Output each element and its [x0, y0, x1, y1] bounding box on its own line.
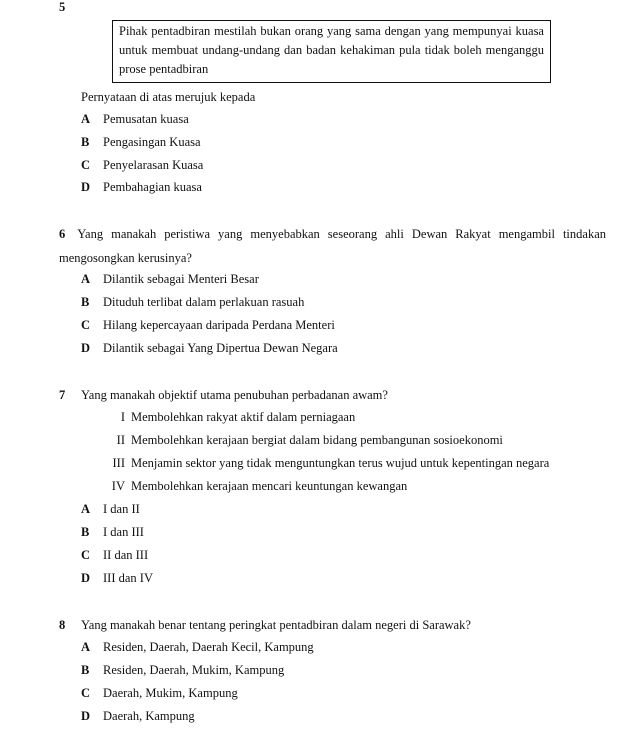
question-6-number: 6	[59, 227, 66, 241]
option-letter: A	[81, 112, 91, 126]
option-letter: B	[81, 663, 90, 677]
option-letter: D	[81, 709, 91, 723]
option-letter: B	[81, 525, 90, 539]
option-text: Daerah, Kampung	[103, 709, 195, 723]
option-text: Daerah, Mukim, Kampung	[103, 686, 238, 700]
option-letter: C	[81, 548, 91, 562]
option-letter: C	[81, 686, 91, 700]
option-text: Dilantik sebagai Menteri Besar	[103, 272, 259, 286]
question-5-stem: Pernyataan di atas merujuk kepada	[81, 90, 256, 104]
question-6-stem-block	[59, 222, 606, 270]
question-5-source-box: Pihak pentadbiran mestilah bukan orang yang sama dengan yang mempunyai kuasa untuk membuat undang-undang dan badan kehakiman pula tidak boleh menganggu prose pentadbiran	[112, 20, 551, 83]
option-text: Pemusatan kuasa	[103, 112, 189, 126]
option-letter: D	[81, 571, 91, 585]
option-letter: B	[81, 295, 90, 309]
question-8-number: 8	[59, 618, 66, 632]
option-letter: A	[81, 640, 91, 654]
option-text: Penyelarasan Kuasa	[103, 158, 204, 172]
option-letter: D	[81, 341, 91, 355]
option-text: Dilantik sebagai Yang Dipertua Dewan Negara	[103, 341, 338, 355]
option-letter: C	[81, 318, 91, 332]
option-text: Residen, Daerah, Daerah Kecil, Kampung	[103, 640, 314, 654]
option-text: I dan II	[103, 502, 140, 516]
option-text: I dan III	[103, 525, 144, 539]
roman-numeral: II	[116, 433, 125, 447]
statement-text: Membolehkan kerajaan mencari keuntungan kewangan	[131, 479, 408, 493]
option-text: Hilang kepercayaan daripada Perdana Menteri	[103, 318, 335, 332]
roman-numeral: IV	[111, 479, 125, 493]
question-8-stem: Yang manakah benar tentang peringkat pentadbiran dalam negeri di Sarawak?	[81, 618, 471, 632]
question-5-number: 5	[59, 0, 66, 14]
option-letter: A	[81, 502, 91, 516]
roman-numeral: III	[112, 456, 125, 470]
statement-text: Menjamin sektor yang tidak menguntungkan terus wujud untuk kepentingan negara	[131, 456, 550, 470]
option-letter: A	[81, 272, 91, 286]
option-text: II dan III	[103, 548, 149, 562]
option-text: Pengasingan Kuasa	[103, 135, 201, 149]
question-7-number: 7	[59, 388, 66, 402]
question-6-stem: Yang manakah peristiwa yang menyebabkan seseorang ahli Dewan Rakyat mengambil tindakan mengosongkan kerusinya?	[59, 227, 606, 265]
option-text: III dan IV	[103, 571, 153, 585]
option-letter: D	[81, 180, 91, 194]
statement-text: Membolehkan kerajaan bergiat dalam bidang pembangunan sosioekonomi	[131, 433, 503, 447]
option-letter: B	[81, 135, 90, 149]
roman-numeral: I	[120, 410, 125, 424]
option-text: Residen, Daerah, Mukim, Kampung	[103, 663, 285, 677]
option-text: Pembahagian kuasa	[103, 180, 202, 194]
question-7-stem: Yang manakah objektif utama penubuhan perbadanan awam?	[81, 388, 388, 402]
option-letter: C	[81, 158, 91, 172]
option-text: Dituduh terlibat dalam perlakuan rasuah	[103, 295, 305, 309]
statement-text: Membolehkan rakyat aktif dalam perniagaan	[131, 410, 356, 424]
